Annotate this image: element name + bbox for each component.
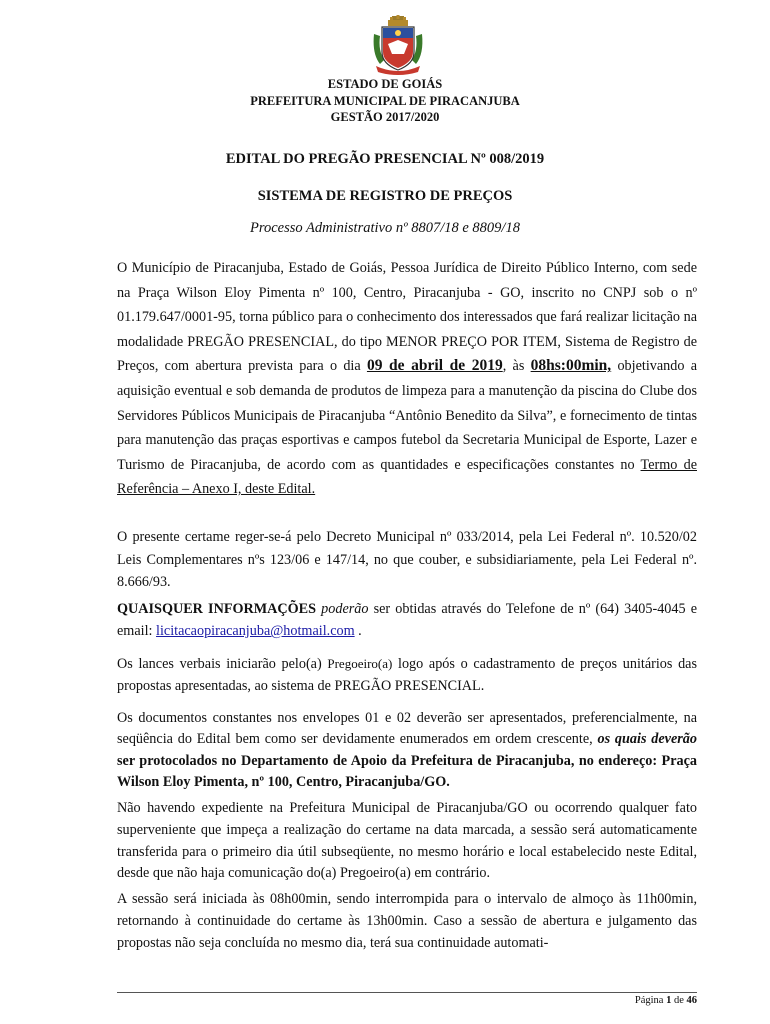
page-total: 46 (686, 995, 697, 1006)
process-number: Processo Administrativo nº 8807/18 e 8809/18 (250, 220, 520, 236)
bids-text-b: logo após o cadastramento de preços unitários das propostas apresentadas, ao sistema de PREGÃO PRESENCIAL. (117, 656, 697, 694)
intro-object: objetivando a aquisição eventual e sob demanda de produtos de limpeza para a manutenção da piscina do Clube dos Servidores Públicos Municipais de Piracanjuba “Antônio Benedito da Silva”, e fornecimento de tintas para manutenção das praças esportivas e campos futebol da Secretaria Municipal de Esporte, Lazer e Turismo de Piracanjuba, de acordo com as quantidades e especificações constantes no (117, 358, 697, 473)
document-subtitle: SISTEMA DE REGISTRO DE PREÇOS (257, 188, 513, 204)
intro-connector: , às (502, 358, 531, 375)
paragraph-documents (117, 708, 697, 794)
info-italic: poderão (316, 601, 369, 617)
documents-emphasis: os quais deverão (597, 731, 697, 748)
paragraph-session (117, 889, 697, 954)
opening-time: 08hs:00min, (530, 357, 612, 375)
opening-date: 09 de abril de 2019 (366, 357, 503, 375)
header-prefecture: PREFEITURA MUNICIPAL DE PIRACANJUBA (250, 94, 520, 108)
bids-text-a: Os lances verbais iniciarão pelo(a) (117, 656, 328, 672)
intro-text: O Município de Piracanjuba, Estado de Goiás, Pessoa Jurídica de Direito Público Interno, com sede na Praça Wilson Eloy Pimenta nº 100, Centro, Piracanjuba - GO, inscrito no CNPJ sob o nº 01.179.647/0001-95, torna público para o conhecimento dos interessados que fará realizar licitação na modalidade PREGÃO PRESENCIAL, do tipo MENOR PREÇO POR ITEM, Sistema de Registro de Preços, com abertura prevista para o dia (117, 260, 697, 375)
info-end: . (354, 623, 362, 639)
paragraph-information (117, 598, 697, 642)
documents-text: Os documentos constantes nos envelopes 01 e 02 deverão ser apresentados, preferencialmente, na seqüência do Edital bem como ser devidamente enumerados em ordem crescente, (117, 710, 697, 748)
paragraph-legal-basis (117, 526, 697, 594)
legal-basis-text: O presente certame reger-se-á pelo Decreto Municipal nº 033/2014, pela Lei Federal nº. 10.520/02 Leis Complementares nºs 123/06 e 147/14, no que couber, e subsidiariamente, pela Lei Federal nº. 8.666/93. (117, 529, 697, 590)
info-heading: QUAISQUER INFORMAÇÕES (117, 601, 317, 617)
document-title: EDITAL DO PREGÃO PRESENCIAL Nº 008/2019 (225, 151, 545, 167)
reference-annex-link[interactable]: Termo de Referência – Anexo I, deste Edital. (117, 456, 697, 498)
documents-address: ser protocolados no Departamento de Apoio da Prefeitura de Piracanjuba, no endereço: Praça Wilson Eloy Pimenta, nº 100, Centro, Piracanjuba/GO. (117, 752, 697, 791)
session-text: A sessão será iniciada às 08h00min, sendo interrompida para o intervalo de almoço às 11h00min, retornando à continuidade do certame às 13h00min. Caso a sessão de abertura e julgamento das propostas não seja concluída no mesmo dia, terá sua continuidade automati- (117, 891, 697, 951)
page-current: 1 (666, 995, 672, 1006)
page-of: de (673, 995, 684, 1006)
bids-pregoeiro: Pregoeiro(a) (327, 656, 393, 671)
header-term: GESTÃO 2017/2020 (330, 110, 440, 124)
info-text: ser obtidas através do Telefone de nº (64) 3405-4045 e email: (117, 601, 698, 639)
footer-divider (117, 992, 697, 993)
coat-of-arms-icon (370, 14, 426, 76)
email-link[interactable]: licitacaopiracanjuba@hotmail.com (156, 623, 355, 639)
paragraph-intro (117, 256, 697, 502)
page-number (635, 995, 697, 1006)
page-label: Página (634, 995, 664, 1006)
paragraph-postponement (117, 798, 697, 885)
postponement-text: Não havendo expediente na Prefeitura Municipal de Piracanjuba/GO ou ocorrendo qualquer fato superveniente que impeça a realização do certame na data marcada, a sessão será automaticamente transferida para o primeiro dia útil subseqüente, no mesmo horário e local estabelecido neste Edital, desde que não haja comunicação do(a) Pregoeiro(a) em contrário. (117, 800, 697, 882)
header-state: ESTADO DE GOIÁS (327, 77, 443, 91)
paragraph-bids (117, 653, 697, 697)
